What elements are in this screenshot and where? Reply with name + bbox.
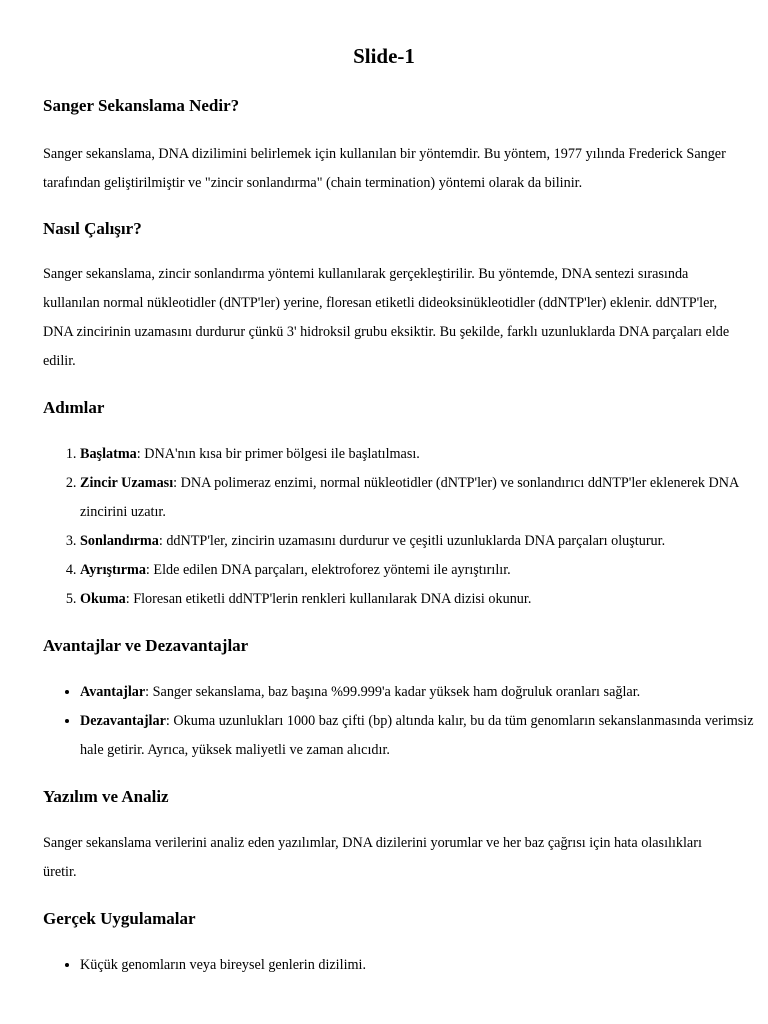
heading-nasil-calisir: Nasıl Çalışır? bbox=[43, 219, 142, 238]
list-item: • Küçük genomların veya bireysel genlerin dizilimi. bbox=[80, 951, 768, 980]
list-item bbox=[80, 556, 768, 585]
step-term: Ayrıştırma bbox=[80, 562, 146, 578]
heading-uygulamalar: Gerçek Uygulamalar bbox=[43, 909, 196, 928]
step-desc: : DNA'nın kısa bir primer bölgesi ile başlatılması. bbox=[136, 446, 420, 462]
list-item bbox=[80, 469, 768, 527]
heading-sanger-nedir: Sanger Sekanslama Nedir? bbox=[43, 96, 240, 115]
step-term: Başlatma bbox=[80, 446, 137, 462]
step-term: Okuma bbox=[80, 591, 126, 607]
item-desc: : Sanger sekanslama, baz başına %99.999'a kadar yüksek ham doğruluk oranları sağlar. bbox=[145, 684, 641, 700]
page-title: Slide-1 bbox=[353, 44, 415, 68]
steps-list bbox=[43, 440, 768, 614]
step-desc: : Floresan etiketli ddNTP'lerin renkleri kullanılarak DNA dizisi okunur. bbox=[125, 591, 532, 607]
heading-avantajlar: Avantajlar ve Dezavantajlar bbox=[43, 636, 249, 655]
item-term: Dezavantajlar bbox=[80, 713, 166, 729]
list-item bbox=[80, 527, 768, 556]
pros-cons-list bbox=[43, 678, 768, 765]
step-term: Sonlandırma bbox=[80, 533, 159, 549]
step-term: Zincir Uzaması bbox=[80, 475, 174, 491]
paragraph-yazilim: Sanger sekanslama verilerini analiz eden yazılımlar, DNA dizilerini yorumlar ve her baz çağrısı için hata olasılıkları üretir. bbox=[43, 835, 702, 880]
applications-list bbox=[43, 951, 768, 980]
heading-adimlar: Adımlar bbox=[43, 398, 105, 417]
item-term: Avantajlar bbox=[80, 684, 146, 700]
paragraph-nasil-calisir: Sanger sekanslama, zincir sonlandırma yöntemi kullanılarak gerçekleştirilir. Bu yöntemde, DNA sentezi sırasında kullanılan normal nükleotidler (dNTP'ler) yerine, floresan etiketli dideoksinükleotidler (ddNTP'ler) eklenir. ddNTP'ler, DNA zincirinin uzamasını durdurur çünkü 3' hidroksil grubu eksiktir. Bu şekilde, farklı uzunluklarda DNA parçaları elde edilir. bbox=[43, 266, 730, 369]
step-desc: : Elde edilen DNA parçaları, elektroforez yöntemi ile ayrıştırılır. bbox=[145, 562, 511, 578]
list-item bbox=[80, 440, 768, 469]
paragraph-sanger-nedir: Sanger sekanslama, DNA dizilimini belirlemek için kullanılan bir yöntemdir. Bu yöntem, 1977 yılında Frederick Sanger tarafından geliştirilmiştir ve "zincir sonlandırma" (chain termination) yöntemi olarak da bilinir. bbox=[43, 146, 726, 191]
list-item bbox=[80, 585, 768, 614]
step-desc: : ddNTP'ler, zincirin uzamasını durdurur ve çeşitli uzunluklarda DNA parçaları oluşturur. bbox=[158, 533, 666, 549]
item-desc: : Okuma uzunlukları 1000 baz çifti (bp) altında kalır, bu da tüm genomların sekanslanmasında verimsiz hale getirir. Ayrıca, yüksek maliyetli ve zaman alıcıdır. bbox=[80, 713, 754, 758]
list-item bbox=[80, 678, 768, 707]
list-item bbox=[80, 707, 768, 765]
step-desc: : DNA polimeraz enzimi, normal nükleotidler (dNTP'ler) ve sonlandırıcı ddNTP'ler eklenerek DNA zincirini uzatır. bbox=[80, 475, 739, 520]
heading-yazilim: Yazılım ve Analiz bbox=[43, 787, 169, 806]
